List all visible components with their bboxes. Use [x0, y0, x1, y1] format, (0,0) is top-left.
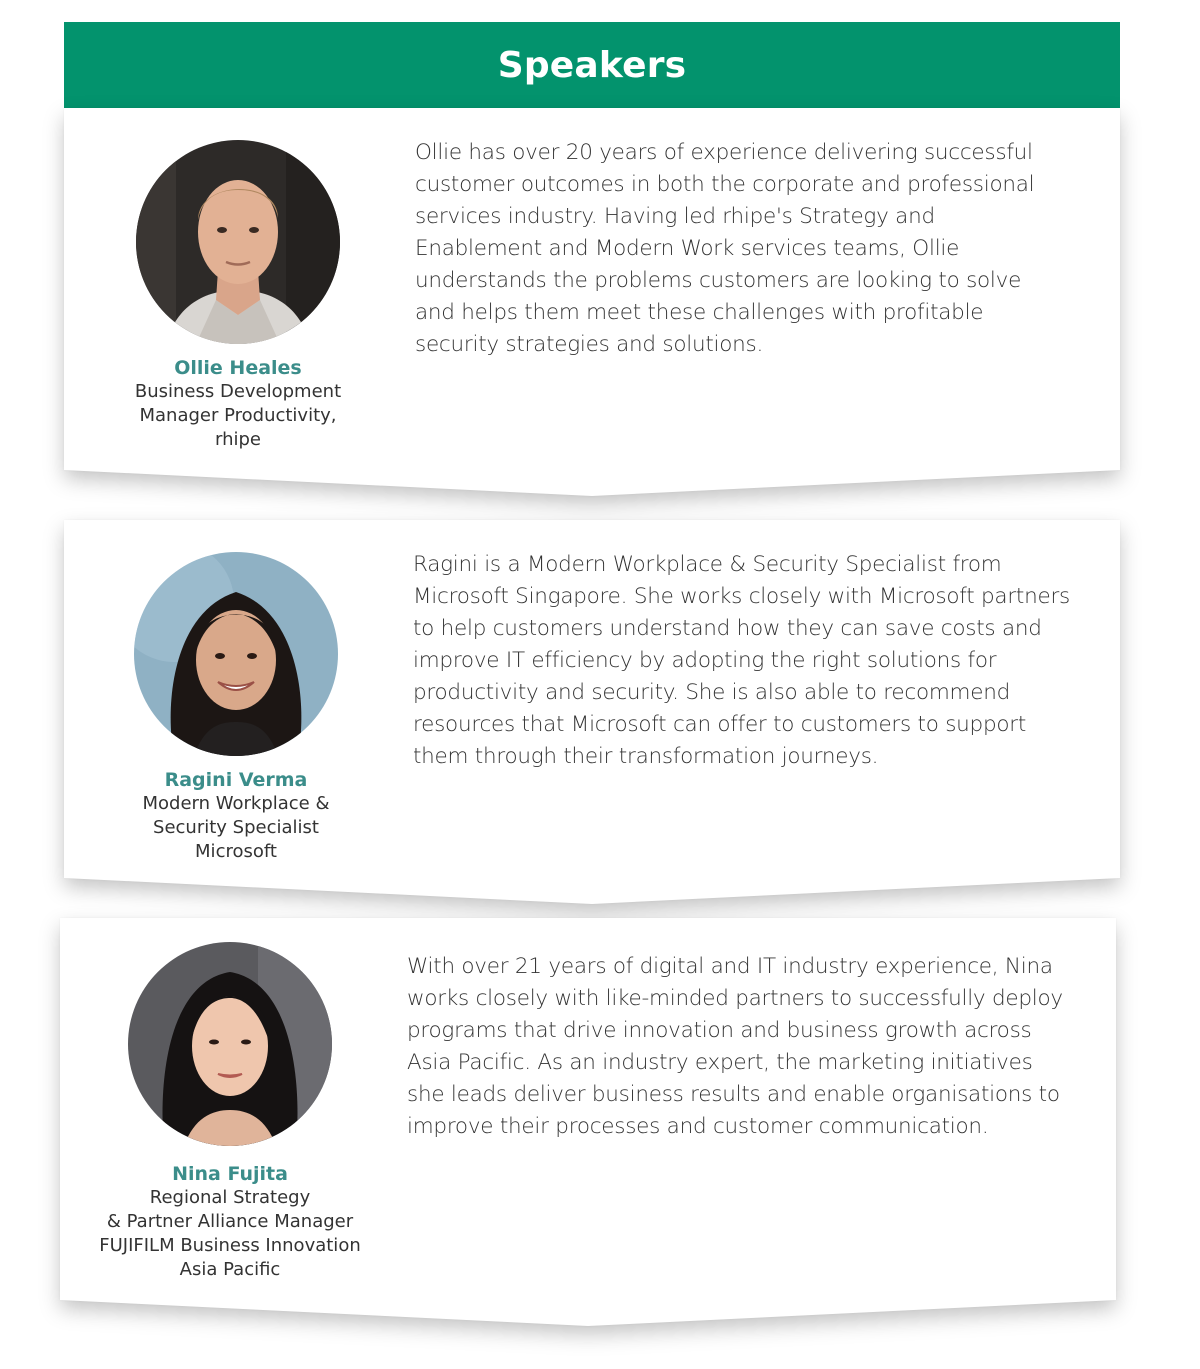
speaker-card-nina [60, 918, 1116, 1326]
speaker-bio: Ragini is a Modern Workplace & Security Specialist from Microsoft Singapore. She works closely with Microsoft partners to help customers understand how they can save costs and improve IT efficiency by adopting the right solutions for productivity and security. She is also able to recommend resources that Microsoft can offer to customers to support them through their transformation journeys. [413, 552, 1070, 769]
speakers-header [64, 22, 1120, 108]
speaker-meta-ollie [88, 356, 388, 452]
page-title: Speakers [497, 44, 687, 86]
speaker-role: Regional Strategy & Partner Alliance Manager FUJIFILM Business Innovation Asia Pacific [99, 1187, 361, 1280]
speaker-bio: With over 21 years of digital and IT industry experience, Nina works closely with like-minded partners to successfully deploy programs that drive innovation and business growth across Asia Pacific. As an industry expert, the marketing initiatives she leads deliver business results and enable organisations to improve their processes and customer communication. [407, 954, 1063, 1139]
speaker-name: Nina Fujita [172, 1163, 288, 1185]
speaker-photo-nina [128, 942, 332, 1146]
speaker-role: Modern Workplace & Security Specialist Microsoft [142, 793, 330, 862]
speaker-card-ollie [64, 108, 1120, 496]
speaker-role: Business Development Manager Productivity, rhipe [134, 381, 342, 450]
speaker-meta-nina [80, 1162, 380, 1282]
speaker-name: Ollie Heales [174, 357, 302, 379]
speaker-bio: Ollie has over 20 years of experience delivering successful customer outcomes in both the corporate and professional services industry. Having led rhipe's Strategy and Enablement and Modern Work services teams, Ollie understands the problems customers are looking to solve and helps them meet these challenges with profitable security strategies and solutions. [415, 140, 1035, 357]
speaker-photo-ragini [134, 552, 338, 756]
speaker-meta-ragini [86, 768, 386, 864]
speaker-card-ragini [64, 520, 1120, 904]
speaker-photo-ollie [136, 140, 340, 344]
speaker-name: Ragini Verma [164, 769, 308, 791]
